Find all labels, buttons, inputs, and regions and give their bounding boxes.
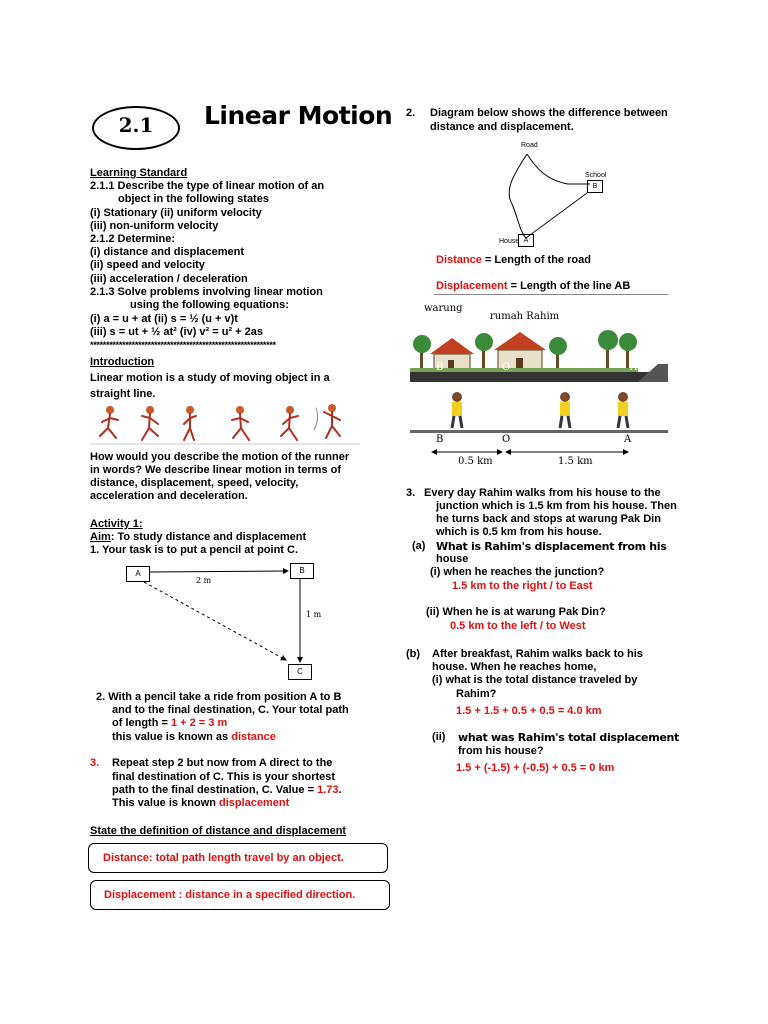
tree-icon <box>549 337 567 372</box>
question-2-number: 2. <box>406 107 416 119</box>
intro-question-line: How would you describe the motion of the runner <box>90 451 350 463</box>
part-a-ii: (ii) When he is at warung Pak Din? <box>426 606 606 618</box>
displacement-definition: Displacement : distance in a specified direction. <box>104 889 356 901</box>
point-a-box: A <box>126 566 150 582</box>
part-a-question: house <box>436 553 469 565</box>
step-1: 1. Your task is to put a pencil at point C. <box>90 544 299 556</box>
part-a-i: (i) when he reaches the junction? <box>430 566 605 578</box>
step-2-text: of length = <box>112 717 171 729</box>
part-b-i: (i) what is the total distance traveled by <box>432 674 638 686</box>
school-box: B <box>587 180 603 193</box>
part-a-i-answer: 1.5 km to the right / to East <box>452 580 593 592</box>
step-2-line <box>112 731 276 744</box>
point-a-label-lower: A <box>624 434 632 445</box>
step-3-line: path to the final destination, C. Value = 1.73. <box>112 784 342 796</box>
learning-line: (i) distance and displacement <box>90 246 245 258</box>
step-2-value: 1 + 2 = 3 m <box>170 717 228 729</box>
part-b-ii-question: what was Rahim's total displacement <box>458 731 680 744</box>
runner-figure <box>314 404 340 438</box>
aim-line <box>90 531 306 544</box>
step-3-line <box>112 797 289 810</box>
activity-heading: Activity 1: <box>90 518 143 530</box>
learning-line: 2.1.1 Describe the type of linear motion of an <box>90 180 325 192</box>
part-b-ii-question: from his house? <box>458 745 544 757</box>
intro-question-line: in words? We describe linear motion in terms of <box>90 464 342 476</box>
road-label: Road <box>521 142 538 149</box>
rahim-figure <box>560 392 570 428</box>
step-3-text: path to the final destination, C. Value = <box>112 784 318 796</box>
distance-0-5km-label: 0.5 km <box>458 456 493 467</box>
point-b-label: B <box>436 362 444 373</box>
learning-line: (ii) speed and velocity <box>90 259 205 271</box>
runner-figure <box>281 406 298 440</box>
step-3-term: displacement <box>218 797 290 809</box>
question-2-line: Diagram below shows the difference between <box>430 107 668 119</box>
question-3-line: which is 0.5 km from his house. <box>436 526 602 538</box>
distance-text: = Length of the road <box>481 254 591 266</box>
tree-icon <box>413 335 431 372</box>
step-3-value: 1.73 <box>317 784 339 796</box>
length-bc: 1 m <box>306 610 322 619</box>
learning-line: using the following equations: <box>130 299 289 311</box>
learning-line: object in the following states <box>118 193 269 205</box>
road-map-diagram <box>496 140 608 252</box>
intro-line: Linear motion is a study of moving object in a <box>90 372 330 384</box>
triangle-diagram <box>0 0 1 1</box>
road-path <box>527 154 590 184</box>
step-3-text: This value is known <box>112 797 219 809</box>
section-number: 2.1 <box>118 113 154 137</box>
distance-label: Distance <box>436 254 482 266</box>
intro-question-line: acceleration and deceleration. <box>90 490 248 502</box>
intro-line: straight line. <box>90 388 156 400</box>
distance-line <box>436 254 591 267</box>
introduction-heading: Introduction <box>90 356 155 368</box>
path-ac <box>144 582 286 660</box>
runner-sequence-image <box>90 400 360 446</box>
equation-line: (i) a = u + at (ii) s = ½ (u + v)t <box>90 313 238 325</box>
page-title: Linear Motion <box>204 101 393 130</box>
step-2-text: this value is known as <box>112 731 232 743</box>
point-b-box: B <box>290 563 314 579</box>
part-a-question: What is Rahim's displacement from his <box>436 540 667 553</box>
rahim-figure <box>618 392 628 428</box>
star-divider: ********************************************************** <box>90 340 276 350</box>
part-b-ii-label: (ii) <box>432 731 446 743</box>
part-b-i-answer: 1.5 + 1.5 + 0.5 + 0.5 = 4.0 km <box>456 705 602 717</box>
intro-question-line: distance, displacement, speed, velocity, <box>90 477 299 489</box>
displacement-line-ab <box>526 193 587 238</box>
question-3-line: Every day Rahim walks from his house to the <box>424 487 661 499</box>
runner-figure <box>184 406 196 440</box>
length-ab: 2 m <box>196 576 212 585</box>
runner-figure <box>142 406 158 440</box>
learning-line: (iii) non-uniform velocity <box>90 220 219 232</box>
step-2-line <box>112 717 227 730</box>
runner-figure <box>232 406 249 440</box>
point-o-label-lower: O <box>502 434 511 445</box>
question-3-number: 3. <box>406 487 416 499</box>
part-b-i: Rahim? <box>456 688 497 700</box>
step-2-line: 2. With a pencil take a ride from position A to B <box>96 691 342 703</box>
learning-line: (i) Stationary (ii) uniform velocity <box>90 207 262 219</box>
tree-icon <box>598 330 618 372</box>
rumah-rahim-label: rumah Rahim <box>490 311 560 322</box>
question-3-line: junction which is 1.5 km from his house. Then <box>436 500 677 512</box>
equation-line: (iii) s = ut + ½ at² (iv) v² = u² + 2as <box>90 326 263 338</box>
point-o-label: O <box>502 362 511 373</box>
definition-heading: State the definition of distance and displacement <box>90 825 347 837</box>
learning-line: 2.1.3 Solve problems involving linear motion <box>90 286 323 298</box>
step-2-line: and to the final destination, C. Your total path <box>112 704 349 716</box>
learning-line: (iii) acceleration / deceleration <box>90 273 248 285</box>
displacement-text: = Length of the line AB <box>507 280 631 292</box>
road-path <box>509 154 527 238</box>
runner-figure <box>100 406 118 438</box>
learning-standard-heading: Learning Standard <box>90 167 188 179</box>
distance-1-5km-label: 1.5 km <box>558 456 593 467</box>
house-box: A <box>518 234 534 247</box>
point-a-label: A <box>630 362 638 373</box>
distance-definition: Distance: total path length travel by an object. <box>103 852 344 864</box>
part-b-label: (b) <box>406 648 421 660</box>
step-2-term: distance <box>231 731 276 743</box>
part-b-line: After breakfast, Rahim walks back to his <box>432 648 643 660</box>
question-2-line: distance and displacement. <box>430 121 574 133</box>
tree-icon <box>475 333 493 372</box>
warung-label: warung <box>424 303 463 314</box>
step-3-number: 3. <box>90 757 100 769</box>
question-3-line: he turns back and stops at warung Pak Din <box>436 513 661 525</box>
aim-label: Aim <box>90 531 111 543</box>
aim-text: : To study distance and displacement <box>110 531 307 543</box>
displacement-label: Displacement <box>436 280 508 292</box>
part-a-label: (a) <box>412 540 426 552</box>
displacement-line <box>436 280 630 293</box>
school-label: School <box>585 172 607 179</box>
step-3-line: Repeat step 2 but now from A direct to the <box>112 757 333 769</box>
part-b-line: house. When he reaches home, <box>432 661 597 673</box>
step-3-line: final destination of C. This is your shortest <box>112 771 336 783</box>
displacement-underline <box>434 294 668 295</box>
point-c-box: C <box>288 664 312 680</box>
point-b-label-lower: B <box>436 434 444 445</box>
part-a-ii-answer: 0.5 km to the left / to West <box>450 620 586 632</box>
part-b-ii-answer: 1.5 + (-1.5) + (-0.5) + 0.5 = 0 km <box>456 762 615 774</box>
house-label: House <box>499 238 520 245</box>
rahim-figure <box>452 392 462 428</box>
path-ab <box>149 571 288 572</box>
learning-line: 2.1.2 Determine: <box>90 233 175 245</box>
